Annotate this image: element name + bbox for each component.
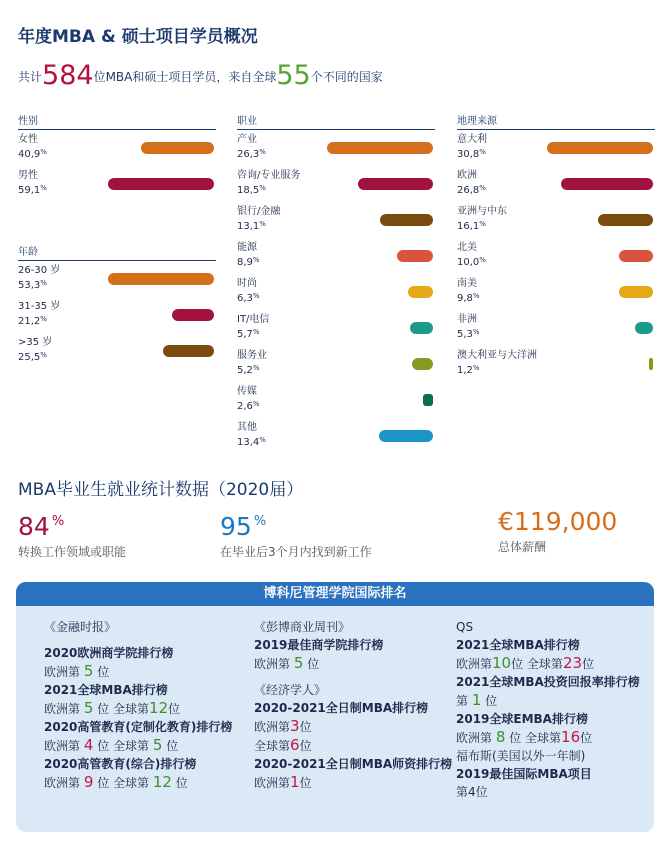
category-value: 6,3% [237,292,260,304]
country-count: 55 [276,60,311,91]
category-value: 13,1% [237,220,266,232]
ranking-name: 2020-2021全日制MBA排行榜 [254,701,429,715]
ranking-result: 欧洲第 5 位 [254,654,320,672]
category-name: 咨询/专业服务 [237,170,301,181]
ranking-name: 2020-2021全日制MBA师资排行榜 [254,757,453,771]
bar [172,309,214,321]
ranking-result: 欧洲第 5 位 全球第12位 [44,699,181,717]
category-value: 5,2% [237,364,260,376]
bar-label [237,314,269,341]
bar-label [457,170,486,197]
category-value: 13,4% [237,436,266,448]
bar-label [237,134,266,161]
category-name: >35 岁 [18,337,53,348]
bar [423,394,433,406]
category-name: 能源 [237,242,257,253]
bar [408,286,433,298]
ranking-name: 2019最佳国际MBA项目 [456,767,592,781]
intro-middle: 位MBA和硕士项目学员，来自全球 [93,70,277,84]
chart-group-title: 年龄 [18,243,216,261]
category-value: 26,8% [457,184,486,196]
metric-career-switch [18,508,126,560]
bar-label [237,350,267,377]
category-name: 其他 [237,422,257,433]
bar [397,250,433,262]
bar [635,322,653,334]
category-value: 10,0% [457,256,486,268]
rankings-ft [44,618,232,792]
category-value: 59,1% [18,184,47,196]
category-name: 男性 [18,170,38,181]
category-value: 5,7% [237,328,260,340]
source-forbes: 福布斯(美国以外一年制) [456,749,586,763]
bar-label [18,337,52,364]
chart-group-title: 职业 [237,112,435,130]
bar [358,178,433,190]
bar [379,430,433,442]
bar [619,250,653,262]
category-name: 传媒 [237,386,257,397]
category-value: 40,9% [18,148,47,160]
intro-line [18,60,383,91]
ranking-result: 欧洲第 9 位 全球第 12 位 [44,773,188,791]
bar [561,178,653,190]
ranking-name: 2021全球MBA排行榜 [456,638,580,652]
bar-label [237,170,300,197]
bar-label [457,242,486,269]
bar [547,142,653,154]
chart-group-title: 地理来源 [457,112,655,130]
ranking-name: 2019全球EMBA排行榜 [456,712,588,726]
bar [619,286,653,298]
rankings-panel [16,582,654,832]
ranking-name: 2019最佳商学院排行榜 [254,638,384,652]
bar-label [18,301,60,328]
category-value: 30,8% [457,148,486,160]
ranking-result: 欧洲第 4 位 全球第 5 位 [44,736,179,754]
bar-label [457,206,507,233]
metric-value: 95 % [220,512,267,541]
ranking-name: 2020高管教育(综合)排行榜 [44,757,197,771]
bar-label [457,134,487,161]
category-name: 银行/金融 [237,206,281,217]
page-title: 年度MBA & 硕士项目学员概况 [18,27,258,47]
category-name: 女性 [18,134,38,145]
bar-label [237,386,260,413]
category-value: 21,2% [18,315,47,327]
bar [598,214,653,226]
ranking-result: 欧洲第 8 位 全球第16位 [456,728,593,746]
bar [410,322,433,334]
category-name: 非洲 [457,314,477,325]
ranking-result: 欧洲第10位 全球第23位 [456,654,595,672]
rankings-header: 博科尼管理学院国际排名 [16,582,654,606]
category-name: 欧洲 [457,170,477,181]
intro-suffix: 个不同的国家 [310,70,383,84]
ranking-result: 欧洲第1位 [254,773,312,791]
rankings-qs-forbes [456,618,640,801]
ranking-name: 2020欧洲商学院排行榜 [44,646,174,660]
category-value: 5,3% [457,328,480,340]
source-qs: QS [456,620,474,634]
bar-label [457,278,480,305]
bar-label [18,170,47,197]
metric-value: 84 % [18,512,65,541]
bar [163,345,214,357]
chart-group-title: 性别 [18,112,216,130]
bar [108,273,214,285]
bar [327,142,433,154]
metric-label: 总体薪酬 [498,540,547,554]
bar [141,142,214,154]
ranking-name: 2020高管教育(定制化教育)排行榜 [44,720,233,734]
category-value: 9,8% [457,292,480,304]
category-name: IT/电信 [237,314,270,325]
ranking-name: 2021全球MBA投资回报率排行榜 [456,675,640,689]
bar-label [18,265,60,292]
bar [412,358,433,370]
category-value: 53,3% [18,279,47,291]
ranking-result: 欧洲第 5 位 [44,662,110,680]
category-value: 2,6% [237,400,260,412]
ranking-result: 第4位 [456,785,488,799]
ranking-result: 第 1 位 [456,691,498,709]
metric-label: 转换工作领域或职能 [18,545,127,559]
category-value: 8,9% [237,256,260,268]
bar [108,178,214,190]
category-name: 26-30 岁 [18,265,61,276]
category-name: 北美 [457,242,477,253]
category-name: 产业 [237,134,257,145]
category-value: 25,5% [18,351,47,363]
category-value: 16,1% [457,220,486,232]
bar-label [237,206,280,233]
bar-label [18,134,47,161]
bar-label [457,350,537,377]
bar [649,358,653,370]
bar-label [457,314,480,341]
ranking-name: 2021全球MBA排行榜 [44,683,168,697]
category-name: 亚洲与中东 [457,206,507,217]
bar [380,214,433,226]
category-name: 时尚 [237,278,257,289]
category-name: 意大利 [457,134,487,145]
metric-value: €119,000 [498,507,618,536]
metric-label: 在毕业后3个月内找到新工作 [220,545,372,559]
source-ft: 《金融时报》 [44,620,117,634]
ranking-result: 全球第6位 [254,736,312,754]
employment-title: MBA毕业生就业统计数据（2020届） [18,480,304,500]
ranking-result: 欧洲第3位 [254,717,312,735]
intro-prefix: 共计 [18,70,43,84]
metric-job-placement [220,508,372,560]
category-value: 18,5% [237,184,266,196]
source-bloomberg: 《彭博商业周刊》 [254,620,351,634]
category-name: 31-35 岁 [18,301,61,312]
category-name: 服务业 [237,350,267,361]
bar-label [237,278,260,305]
category-value: 26,3% [237,148,266,160]
category-name: 澳大利亚与大洋洲 [457,350,537,361]
rankings-bloomberg-economist [254,618,452,792]
bar-label [237,422,266,449]
category-name: 南美 [457,278,477,289]
category-value: 1,2% [457,364,480,376]
source-economist: 《经济学人》 [254,683,327,697]
metric-salary [498,508,617,555]
bar-label [237,242,260,269]
student-count: 584 [42,60,94,91]
